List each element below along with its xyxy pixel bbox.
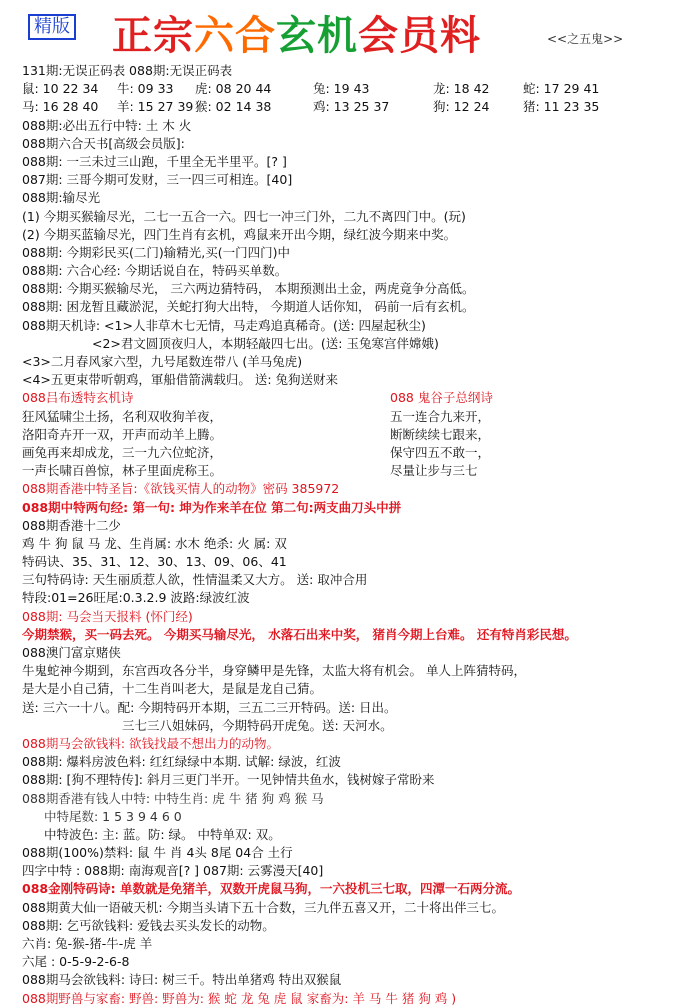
text-line: (1) 今期买猴输尽光，二七一五合一六。四七一冲三门外，二九不离四门中。(玩) (22, 208, 466, 224)
poem-right: 五一连合九来开， (390, 408, 491, 424)
title-part: 玄机 (276, 12, 358, 59)
text-line: 088期: 马会当天报料 (怀门经) (22, 608, 193, 624)
text-line: 088澳门富京赌侠 (22, 645, 121, 660)
text-line: 中特波色: 主: 蓝。防: 绿。 中特单双: 双。 (44, 826, 281, 842)
text-line: 088金刚特码诗: 单数就是免猪羊，双数开虎鼠马狗，一六投机三七取，四潭一石两分流。 (22, 881, 520, 897)
text-line: 088期香港十二少 (22, 517, 121, 533)
text-line: 三七三八姐妹码，今期特码开虎兔。送: 天河水。 (122, 717, 393, 733)
zodiac-cell: 狗: 12 24 (433, 99, 490, 115)
poem-left: 画兔再来却成龙，三一九六位蛇济， (22, 444, 223, 460)
text-line: 088期六合天书[高级会员版]: (22, 135, 185, 151)
zodiac-cell: 蛇: 17 29 41 (523, 81, 600, 97)
text-line: 送: 三六一十八。配: 今期特码开本期，三五二三开特码。送: 日出。 (22, 699, 397, 715)
text-line: 088期香港中特圣旨:《欲钱买情人的动物》密码 385972 (22, 481, 340, 497)
poem-left: 洛阳奇卉开一双，开声而动羊上腾。 (22, 426, 223, 442)
zodiac-cell: 兔: 19 43 (313, 81, 370, 97)
text-line: <4>五更束带听朝鸡，軍船借箭满载归。 送: 兔狗送财来 (22, 372, 339, 388)
page-header (0, 0, 690, 60)
poem-right: 088 鬼谷子总纲诗 (390, 390, 493, 406)
text-line: 088期野兽与家畜: 野兽: 野兽为: 猴 蛇 龙 兔 虎 鼠 家畜为: 羊 马 牛 猪 狗 鸡 ) (22, 990, 457, 1006)
text-line: (2) 今期买蓝输尽光，四门生肖有玄机，鸡鼠来开出今期，绿红波今期来中奖。 (22, 226, 457, 242)
text-line: 131期:无误正码表 088期:无误正码表 (22, 63, 233, 78)
text-line: 088期: [狗不理特传]: 斜月三更门半开。一见钟情共鱼水，钱树嫁子常盼来 (22, 772, 435, 788)
poem-left: 狂风猛啸尘土扬，名利双收狗羊夜， (22, 408, 223, 424)
poem-right: 保守四五不敢一， (390, 444, 491, 460)
text-line: 087期: 三哥今期可发财，三一四三可相连。[40] (22, 172, 293, 188)
poem-left: 088吕布透特玄机诗 (22, 390, 134, 406)
zodiac-cell: 猪: 11 23 35 (523, 99, 600, 115)
text-line: 088期: 乞丐欲钱料: 爱钱去买头发长的动物。 (22, 917, 275, 933)
text-line: 今期禁猴，买一码去死。 今期买马输尽光， 水落石出来中奖， 猪肖今期上台难。 还有特肖彩民想。 (22, 626, 577, 642)
text-line: <3>二月春风家六型，九号尾数连带八 (羊马兔虎) (22, 354, 303, 369)
text-line: 088期: 今期买猴输尽光， 三六两边猜特码， 本期预测出土金，两虎竟争分高低。 (22, 281, 475, 297)
poem-right: 尽量让步与三七 (390, 463, 478, 479)
text-line: 六肖: 兔-猴-猪-牛-虎 羊 (22, 936, 153, 951)
title-part: 正宗 (112, 12, 194, 59)
zodiac-row (22, 80, 682, 98)
document-body (22, 62, 682, 1008)
text-line: 四字中特 : 088期: 南海观音[? ] 087期: 云雾漫天[40] (22, 863, 324, 879)
text-line: 六尾 : 0-5-9-2-6-8 (22, 954, 130, 970)
poem-left: 一声长啸百兽惊，林子里面虎称王。 (22, 463, 223, 479)
poem-row (22, 462, 682, 480)
title-suffix: <<之五鬼>> (547, 32, 624, 46)
text-line: 牛鬼蛇神今期到，东宫西攻各分半，身穿鳞甲是先锋，太监大将有机会。 单人上阵猜特码， (22, 663, 526, 679)
text-line: 088期中特两句经: 第一句: 坤为作来羊在位 第二句:两支曲刀头中拼 (22, 499, 402, 515)
text-line: 088期天机诗: <1>人非草木七无情，马走鸡追真稀奇。(送: 四屋起秋尘) (22, 317, 426, 333)
text-line: 088期(100%)禁料: 鼠 牛 肖 4头 8尾 04合 土行 (22, 845, 293, 861)
text-line: 088期: 一三未过三山跑，千里全无半里平。[? ] (22, 153, 287, 169)
text-line: 三句特码诗: 天生丽质惹人欲，性情温柔又大方。 送: 取冲合用 (22, 572, 368, 588)
text-line: 特段:01=26旺尾:0.3.2.9 波路:绿波红波 (22, 590, 250, 606)
text-line: 088期: 爆料房波色料: 红红绿绿中本期. 试解: 绿波，红波 (22, 754, 341, 770)
zodiac-cell: 鼠: 10 22 34 (22, 81, 99, 97)
text-line: 088期:必出五行中特: 土 木 火 (22, 117, 192, 133)
page-title (112, 4, 481, 61)
text-line: 088期黄大仙一语破天机: 今期当头请下五十合数，三九伴五喜又开，二十将出伴三七。 (22, 899, 505, 915)
text-line: 特码诀、35、31、12、30、13、09、06、41 (22, 554, 287, 570)
poem-row (22, 389, 682, 407)
poem-row (22, 426, 682, 444)
title-part: 六合 (194, 12, 276, 59)
zodiac-cell: 龙: 18 42 (433, 81, 490, 97)
edition-badge: 精版 (28, 14, 76, 40)
text-line: 是大是小自己猜，十二生肖叫老大，是鼠是龙自己猜。 (22, 681, 323, 697)
zodiac-cell: 马: 16 28 40 (22, 99, 99, 115)
text-line: <2>君文圆顶夜归人，本期轻敲四七出。(送: 玉兔寒宫伴嫦娥) (92, 335, 439, 351)
text-line: 鸡 牛 狗 鼠 马 龙、生肖属: 水木 绝杀: 火 属: 双 (22, 535, 287, 551)
zodiac-cell: 鸡: 13 25 37 (313, 99, 390, 115)
zodiac-cell: 虎: 08 20 44 (195, 81, 272, 97)
text-line: 088期马会欲钱料: 欲钱找最不想出力的动物。 (22, 735, 280, 751)
text-line: 中特尾数: 1 5 3 9 4 6 0 (44, 808, 182, 824)
text-line: 088期马会欲钱料: 诗曰: 树三千。特出单猪鸡 特出双猴鼠 (22, 972, 342, 988)
poem-row (22, 444, 682, 462)
text-line: 088期: 困龙暂且藏淤泥，关蛇打狗大出特， 今期道人话你知， 码前一后有玄机。 (22, 299, 475, 315)
title-part: 会员料 (358, 12, 481, 59)
zodiac-cell: 牛: 09 33 (117, 81, 174, 97)
zodiac-cell: 猴: 02 14 38 (195, 99, 272, 115)
text-line: 088期香港有钱人中特: 中特生肖: 虎 牛 猪 狗 鸡 猴 马 (22, 790, 324, 806)
zodiac-cell: 羊: 15 27 39 (117, 99, 194, 115)
poem-right: 断断续续七跟来， (390, 426, 491, 442)
text-line: 088期: 六合心经: 今期话说自在，特码买单数。 (22, 263, 288, 279)
text-line: 088期:输尽光 (22, 190, 101, 206)
text-line: 088期: 今期彩民买(二门)输精光,买(一门四门)中 (22, 244, 291, 260)
zodiac-row (22, 98, 682, 116)
poem-row (22, 408, 682, 426)
